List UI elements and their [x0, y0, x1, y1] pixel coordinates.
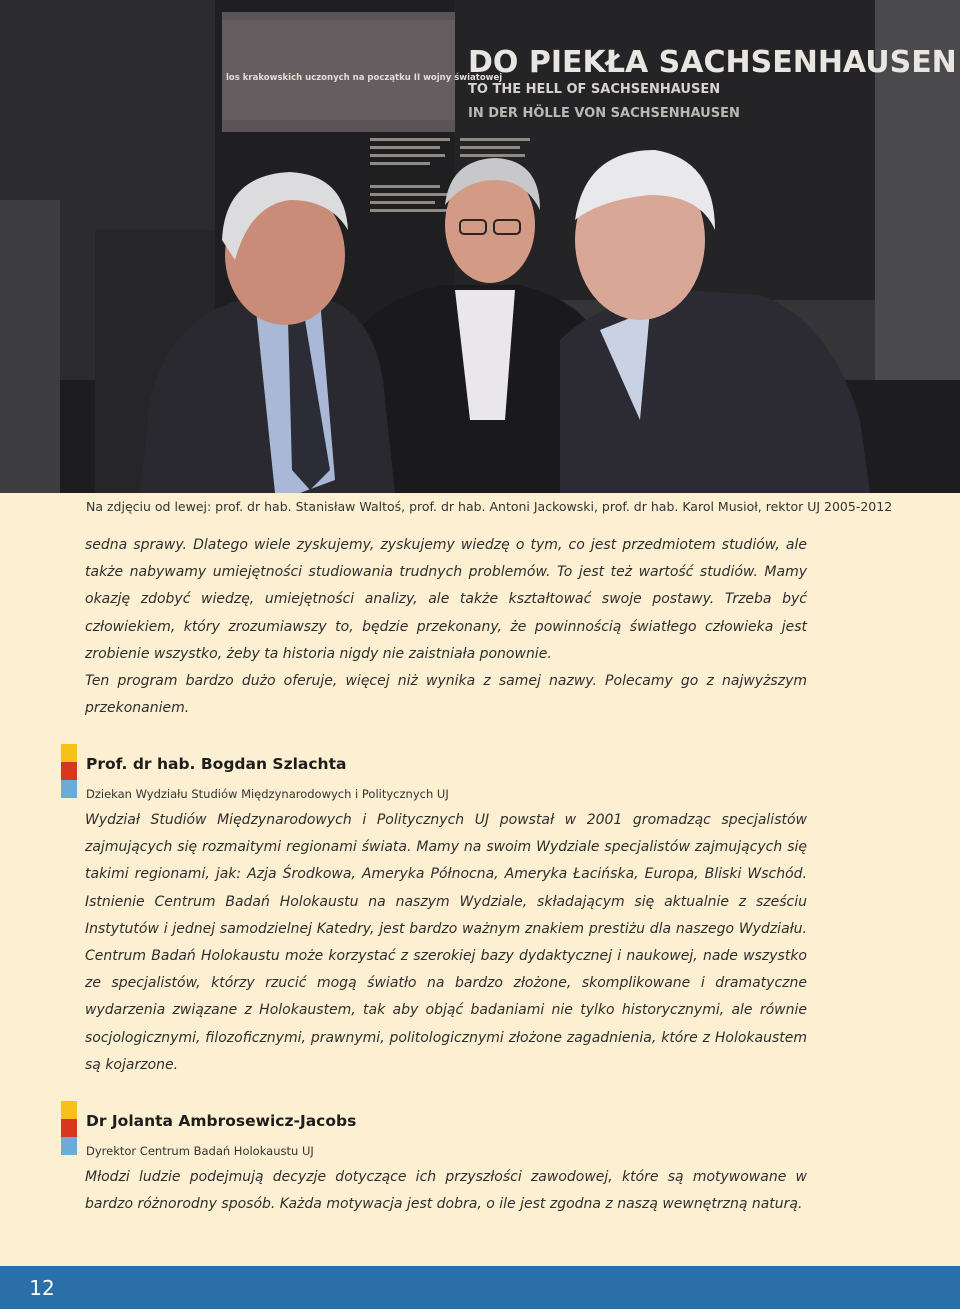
intro-paragraph-2: Ten program bardzo dużo oferuje, więcej niż wynika z samej nazwy. Polecamy go z najwyższym przekonaniem. — [85, 673, 807, 717]
footer-bar — [0, 1266, 960, 1309]
poster-subtitle-de: IN DER HÖLLE VON SACHSENHAUSEN — [468, 106, 740, 121]
marker-red — [61, 1119, 77, 1137]
marker-yellow — [61, 744, 77, 762]
section-marker — [61, 744, 77, 798]
poster-subtitle-en: TO THE HELL OF SACHSENHAUSEN — [468, 82, 721, 97]
speaker-role-ambrosewicz: Dyrektor Centrum Badań Holokaustu UJ — [86, 1144, 314, 1158]
photo-illustration — [0, 0, 960, 493]
marker-blue — [61, 1137, 77, 1155]
marker-blue — [61, 780, 77, 798]
poster-title: DO PIEKŁA SACHSENHAUSEN — [468, 45, 957, 80]
speaker-role-szlachta: Dziekan Wydziału Studiów Międzynarodowych i Politycznych UJ — [86, 787, 449, 801]
szlachta-paragraph: Wydział Studiów Międzynarodowych i Politycznych UJ powstał w 2001 gromadząc specjalistów zajmujących się rozmaitymi regionami świata. Mamy na swoim Wydziale specjalistów zajmujących się takimi regionami, jak: Azja Środkowa, Ameryka Północna, Ameryka Łacińska, Europa, Bliski Wschód. Istnienie Centrum Badań Holokaustu na naszym Wydziale, składającym się aktualnie z sześciu Instytutów i jednej samodzielnej Katedry, jest bardzo ważnym znakiem prestiżu dla naszego Wydziału. Centrum Badań Holokaustu może korzystać z szerokiej bazy dydaktycznej i naukowej, nade wszystko ze specjalistów, którzy rzucić mogą światło na bardzo złożone, skomplikowane i dramatyczne wydarzenia związane z Holokaustem, tak aby objąć badaniami nie tylko historycznymi, ale równie socjologicznymi, filozoficznymi, prawnymi, politologicznymi złożone zagadnienia, które z Holokaustem są kojarzone. — [85, 812, 807, 1073]
page-number: 12 — [29, 1275, 55, 1300]
ambrosewicz-paragraph: Młodzi ludzie podejmują decyzje dotyczące ich przyszłości zawodowej, które są motywowane w bardzo różnorodny sposób. Każda motywacja jest dobra, o ile jest zgodna z naszą wewnętrzną naturą. — [85, 1169, 807, 1213]
photo-caption: Na zdjęciu od lewej: prof. dr hab. Stanisław Waltoś, prof. dr hab. Antoni Jackowski, prof. dr hab. Karol Musioł, rektor UJ 2005-2012 — [86, 499, 893, 514]
speaker-fullname: Bogdan Szlachta — [200, 755, 347, 773]
speaker-title: Prof. dr hab. — [86, 755, 196, 773]
marker-red — [61, 762, 77, 780]
photo — [0, 0, 960, 493]
section-marker — [61, 1101, 77, 1155]
marker-yellow — [61, 1101, 77, 1119]
speaker-name-szlachta — [86, 755, 346, 773]
ambrosewicz-statement — [85, 1164, 807, 1218]
intro-paragraph-1: sedna sprawy. Dlatego wiele zyskujemy, zyskujemy wiedzę o tym, co jest przedmiotem studiów, ale także nabywamy umiejętności studiowania trudnych problemów. To jest też wartość studiów. Mamy okazję zdobyć wiedzę, umiejętności analizy, ale także kształtować swoje postawy. Trzeba być człowiekiem, który zrozumiawszy to, będzie przekonany, że powinnością światłego człowieka jest zrobienie wszystko, żeby ta historia nigdy nie zaistniała ponownie. — [85, 537, 807, 662]
intro-text — [85, 532, 807, 722]
speaker-name-ambrosewicz: Dr Jolanta Ambrosewicz-Jacobs — [86, 1112, 357, 1130]
poster-left-heading: los krakowskich uczonych na początku II wojny światowej — [226, 73, 503, 83]
szlachta-statement — [85, 807, 807, 1079]
